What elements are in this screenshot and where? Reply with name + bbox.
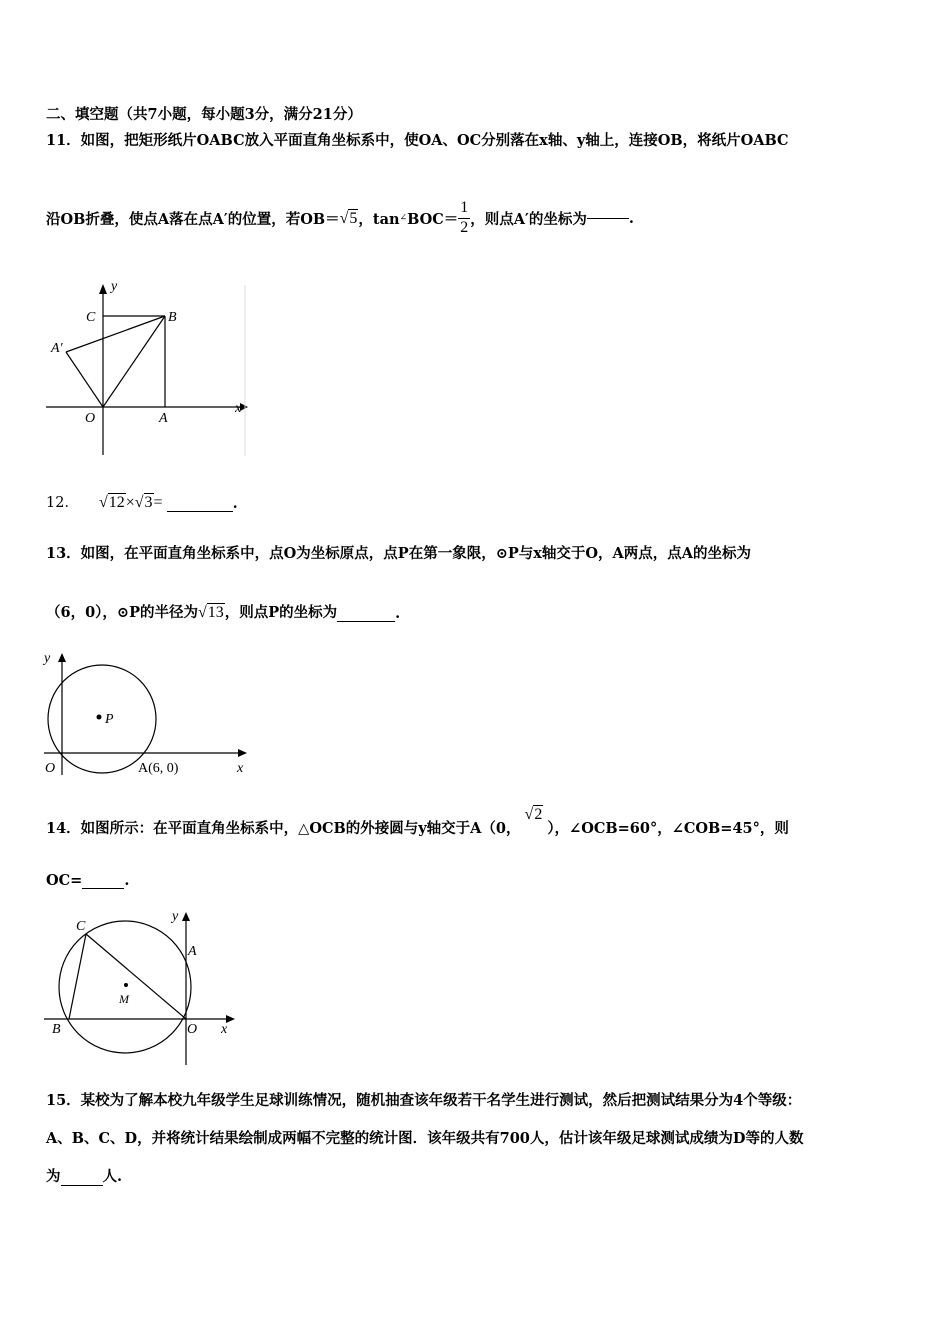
q14-line1 xyxy=(46,802,789,838)
q15-text-a: 为 xyxy=(46,1168,61,1185)
q13-y-arrow xyxy=(58,653,66,662)
q15-answer-blank[interactable] xyxy=(61,1185,103,1186)
q14-segment-bc xyxy=(69,934,86,1019)
q14-end: . xyxy=(124,872,130,889)
q11-line2 xyxy=(46,188,634,248)
q13-circle-p xyxy=(48,665,156,773)
q11-label-b: B xyxy=(168,310,177,325)
q11-text-a: 沿OB折叠，使点A落在点A′的位置，若OB＝ xyxy=(46,210,340,228)
q11-label-a-prime: A′ xyxy=(51,341,63,356)
q11-text-c: BOC＝ xyxy=(407,210,459,228)
q14-y-arrow xyxy=(182,912,190,921)
q14-answer-blank[interactable] xyxy=(82,888,124,889)
q12-equals: = xyxy=(153,494,163,511)
q15-line2: A、B、C、D，并将统计结果绘制成两幅不完整的统计图．该年级共有700人，估计该年级足球测试成绩为D等的人数 xyxy=(46,1130,804,1147)
q13-figure xyxy=(40,650,255,780)
q11-frac-den: 2 xyxy=(460,218,469,236)
q12-answer-blank[interactable] xyxy=(167,511,233,512)
q13-text-a: （6，0），⊙P的半径为 xyxy=(46,604,198,621)
q13-label-y: y xyxy=(44,651,51,666)
q14-x-arrow xyxy=(226,1015,235,1023)
q12-number: 12． xyxy=(46,495,79,511)
q11-frac-num: 1 xyxy=(458,199,470,218)
q13-answer-blank[interactable] xyxy=(337,621,395,622)
q11-answer-blank[interactable] xyxy=(587,218,629,219)
q13-end: . xyxy=(395,605,401,622)
q14-label-o: O xyxy=(187,1022,198,1037)
q14-center-m xyxy=(124,983,128,987)
q13-center-p xyxy=(97,715,102,720)
q14-sqrt-a: √2 xyxy=(524,806,543,823)
q15-line3 xyxy=(46,1165,122,1186)
q14-label-a: A xyxy=(188,944,197,959)
q14-label-c: C xyxy=(76,919,86,934)
q15-text-b: 人. xyxy=(102,1168,123,1185)
q13-x-arrow xyxy=(238,749,247,757)
q13-line1: 13．如图，在平面直角坐标系中，点O为坐标原点，点P在第一象限，⊙P与x轴交于O，A两点，点A的坐标为 xyxy=(46,545,752,562)
q11-segment-a-prime-b xyxy=(66,316,165,352)
q13-sqrt-r: √13 xyxy=(197,604,224,621)
q14-text-a: 14．如图所示：在平面直角坐标系中，△OCB的外接圆与y轴交于A（0， xyxy=(46,820,521,837)
q11-angle-symbol: ∠ xyxy=(399,213,408,223)
q11-line1: 11．如图，把矩形纸片OABC放入平面直角坐标系中，使OA、OC分别落在x轴、y轴上，连接OB，将纸片OABC xyxy=(46,132,789,149)
q11-fraction xyxy=(458,199,470,237)
q11-figure xyxy=(40,280,250,460)
q13-label-o: O xyxy=(45,761,56,776)
q11-y-arrow xyxy=(99,284,107,294)
q11-label-c: C xyxy=(86,310,96,325)
section-header: 二、填空题（共7小题，每小题3分，满分21分） xyxy=(46,106,362,123)
q14-label-x: x xyxy=(221,1022,228,1037)
q12-sqrt-a: √12 xyxy=(98,494,125,511)
q11-text-d: ，则点A′的坐标为 xyxy=(470,210,587,228)
q14-text-b: ），∠OCB=60°，∠COB=45°，则 xyxy=(547,820,789,837)
q11-end: . xyxy=(628,209,634,227)
q11-label-o: O xyxy=(85,411,96,426)
q11-label-x: x xyxy=(235,401,242,416)
q11-text-b: ，tan xyxy=(358,210,400,228)
q14-circle-m xyxy=(59,921,191,1053)
q14-label-m: M xyxy=(119,992,129,1006)
q12-sqrt-b: √3 xyxy=(134,494,153,511)
q14-label-b: B xyxy=(52,1022,61,1037)
q13-line2 xyxy=(46,596,400,622)
q12-times: × xyxy=(125,494,135,511)
q14-text-oc: OC= xyxy=(46,872,83,889)
q14-label-y: y xyxy=(172,909,179,924)
q13-label-a: A(6, 0) xyxy=(138,761,179,776)
q15-line1: 15．某校为了解本校九年级学生足球训练情况，随机抽查该年级若干名学生进行测试，然后把测试结果分为4个等级： xyxy=(46,1092,802,1109)
q13-text-b: ，则点P的坐标为 xyxy=(224,604,338,621)
q12-line xyxy=(46,486,238,512)
q13-label-p: P xyxy=(105,712,114,727)
q12-end: . xyxy=(232,495,238,512)
q11-segment-oa-prime xyxy=(66,352,103,407)
q11-sqrt-ob: √5 xyxy=(339,209,358,227)
q13-label-x: x xyxy=(237,761,244,776)
q14-line2 xyxy=(46,872,129,889)
q11-segment-ob xyxy=(103,316,165,407)
q14-segment-co xyxy=(86,934,186,1019)
q11-label-a: A xyxy=(159,411,168,426)
q14-figure xyxy=(40,905,240,1070)
q11-label-y: y xyxy=(111,280,118,294)
